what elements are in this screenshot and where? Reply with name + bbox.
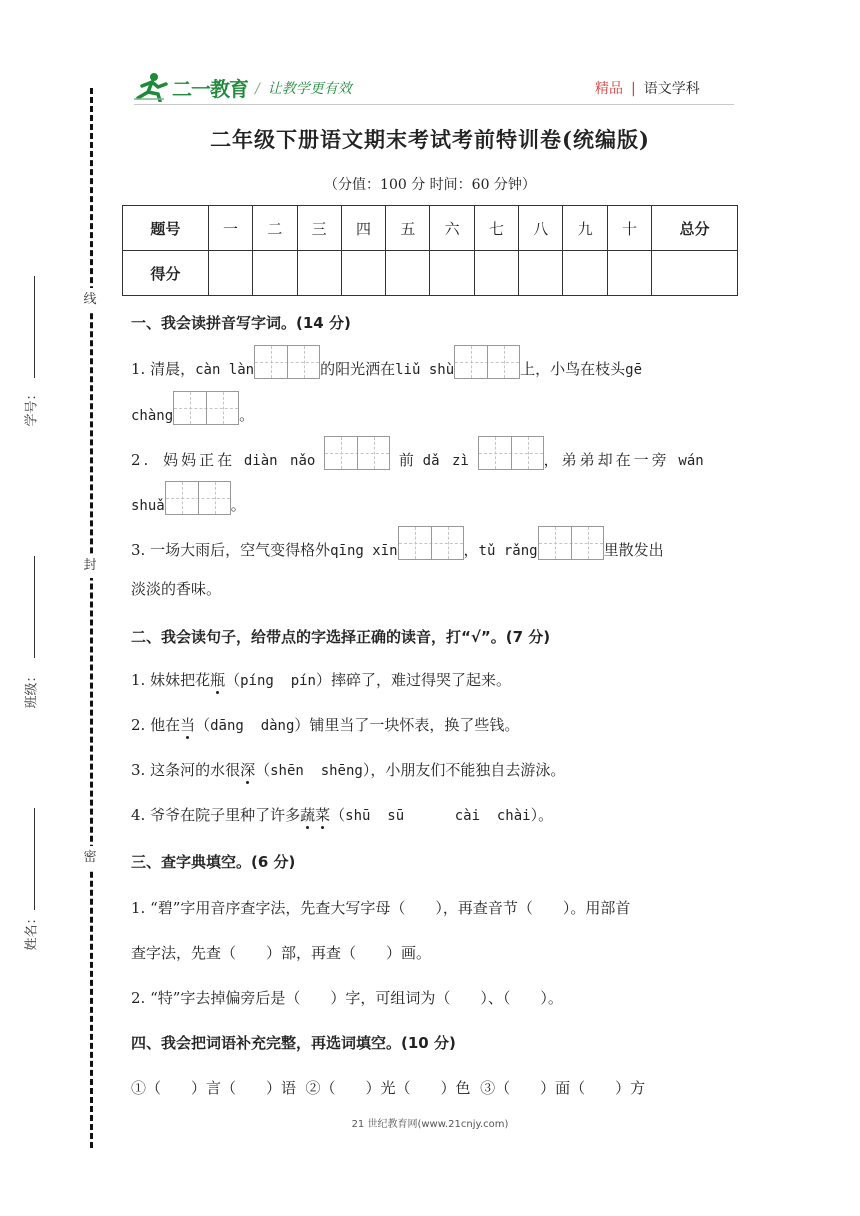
- pinyin-options[interactable]: shēn shēng: [270, 763, 363, 779]
- text: ）铺里当了一块怀表，换了些钱。: [294, 716, 520, 734]
- section-4-heading: 四、我会把词语补充完整，再选词填空。(10 分): [131, 1034, 456, 1052]
- score-input-cell[interactable]: [253, 251, 297, 296]
- writing-grid[interactable]: [165, 481, 231, 515]
- pinyin-options[interactable]: dāng dàng: [210, 718, 295, 734]
- q1-line-3: [131, 436, 704, 470]
- table-cell: 六: [430, 206, 474, 251]
- binding-char-feng: 封: [78, 554, 102, 578]
- text: 3. 这条河的水很: [131, 761, 241, 779]
- score-input-cell[interactable]: [208, 251, 252, 296]
- text: ），小朋友们不能独自去游泳。: [362, 761, 566, 779]
- exam-title: 二年级下册语文期末考试考前特训卷(统编版): [210, 127, 650, 152]
- pinyin-options[interactable]: shū sū cài chài: [345, 808, 531, 824]
- score-input-cell[interactable]: [297, 251, 341, 296]
- table-cell: 总分: [652, 206, 738, 251]
- student-id-label: 学号：: [24, 387, 40, 427]
- text: ）。: [530, 806, 554, 824]
- subject-tag: [595, 78, 700, 98]
- q2-line-1: [131, 669, 511, 690]
- slogan-text: 让教学更有效: [267, 81, 352, 97]
- q1-line-6: 淡淡的香味。: [131, 580, 222, 598]
- subject-label: 语文学科: [643, 81, 700, 97]
- table-cell: 一: [208, 206, 252, 251]
- text: （: [255, 761, 271, 779]
- brand-logo: [134, 70, 248, 104]
- score-input-cell[interactable]: [652, 251, 738, 296]
- score-table-score-row: [123, 251, 738, 296]
- q1-line-5: [131, 526, 664, 560]
- section-1-heading: 一、我会读拼音写字词。(14 分): [131, 314, 351, 332]
- pinyin: chàng: [131, 408, 174, 424]
- text: （: [195, 716, 211, 734]
- text: 。: [230, 496, 246, 514]
- pinyin: wán: [678, 453, 704, 469]
- page-footer: 21 世纪教育网(www.21cnjy.com): [351, 1119, 509, 1130]
- q3-line-3: 2. “特”字去掉偏旁后是（ ）字，可组词为（ ）、（ ）。: [131, 989, 563, 1007]
- writing-grid[interactable]: [173, 391, 239, 425]
- q1-line-4: [131, 481, 246, 515]
- exam-subtitle: （分值：100 分 时间：60 分钟）: [324, 177, 536, 193]
- slogan: [255, 78, 352, 98]
- binding-char-mi: 密: [78, 846, 102, 870]
- binding-line: [90, 88, 93, 1148]
- name-line: [34, 808, 35, 910]
- logo-text: 二一教育: [172, 76, 248, 101]
- text: 前: [398, 451, 414, 469]
- score-table: [122, 205, 738, 296]
- pinyin: diàn nǎo: [243, 453, 316, 469]
- table-cell: 三: [297, 206, 341, 251]
- text: 。: [239, 406, 255, 424]
- writing-grid[interactable]: [454, 345, 520, 379]
- text: 4. 爷爷在院子里种了许多: [131, 806, 301, 824]
- class-line: [34, 556, 35, 658]
- dotted-char: 当: [180, 716, 196, 734]
- binding-char-xian: 线: [78, 288, 102, 312]
- pinyin: càn làn: [195, 362, 255, 378]
- table-cell: 九: [563, 206, 607, 251]
- q2-line-3: [131, 759, 565, 780]
- pinyin: tǔ rǎng: [478, 543, 538, 559]
- score-input-cell[interactable]: [607, 251, 651, 296]
- dotted-char: 深: [240, 761, 256, 779]
- text: 上，小鸟在枝头: [520, 360, 626, 378]
- writing-grid[interactable]: [254, 345, 320, 379]
- q2-line-4: [131, 804, 553, 825]
- dotted-char: 菜: [315, 806, 331, 824]
- name-label: 姓名：: [24, 911, 40, 951]
- text: （: [330, 806, 346, 824]
- score-input-cell[interactable]: [563, 251, 607, 296]
- text: ）摔碎了，难过得哭了起来。: [315, 671, 511, 689]
- dotted-char: 瓶: [210, 671, 226, 689]
- q2-line-2: [131, 714, 519, 735]
- table-cell: 八: [519, 206, 563, 251]
- text: 1. 妹妹把花: [131, 671, 211, 689]
- score-input-cell[interactable]: [386, 251, 430, 296]
- writing-grid[interactable]: [478, 436, 544, 470]
- score-table-header-row: [123, 206, 738, 251]
- pinyin-options[interactable]: píng pín: [240, 673, 316, 689]
- slash-divider: /: [255, 81, 260, 97]
- pinyin: qīng xīn: [330, 543, 398, 559]
- text: 2. 妈妈正在: [131, 451, 236, 469]
- pinyin: gē: [625, 362, 643, 378]
- table-cell: 五: [386, 206, 430, 251]
- writing-grid[interactable]: [538, 526, 604, 560]
- table-cell: 四: [341, 206, 385, 251]
- table-cell: 得分: [123, 251, 209, 296]
- writing-grid[interactable]: [398, 526, 464, 560]
- q4-line-1: ①（ ）言（ ）语 ②（ ）光（ ）色 ③（ ）面（ ）方: [131, 1079, 646, 1097]
- q3-line-1: 1. “碧”字用音序查字法，先查大写字母（ ），再查音节（ ）。用部首: [131, 899, 631, 917]
- pinyin: liǔ shù: [395, 362, 455, 378]
- pinyin: dǎ zì: [422, 453, 469, 469]
- score-input-cell[interactable]: [341, 251, 385, 296]
- text: 3. 一场大雨后，空气变得格外: [131, 541, 331, 559]
- score-input-cell[interactable]: [474, 251, 518, 296]
- table-cell: 题号: [123, 206, 209, 251]
- class-label: 班级：: [24, 669, 40, 709]
- text: 2. 他在: [131, 716, 181, 734]
- runner-icon: [134, 72, 170, 102]
- text: 1. 清晨，: [131, 360, 196, 378]
- pinyin: shuǎ: [131, 498, 165, 514]
- table-cell: 十: [607, 206, 651, 251]
- text: （: [225, 671, 241, 689]
- quality-label: 精品: [595, 81, 623, 97]
- score-input-cell[interactable]: [430, 251, 474, 296]
- writing-grid[interactable]: [324, 436, 390, 470]
- text: ，: [463, 541, 479, 559]
- text: 里散发出: [603, 541, 664, 559]
- q1-line-2: [131, 391, 254, 425]
- student-id-line: [34, 276, 35, 378]
- text: ，弟弟却在一旁: [543, 451, 670, 469]
- section-3-heading: 三、查字典填空。(6 分): [131, 853, 296, 871]
- divider: |: [631, 81, 636, 97]
- header-rule: [134, 104, 734, 105]
- q3-line-2: 查字法，先查（ ）部，再查（ ）画。: [131, 944, 432, 962]
- table-cell: 二: [253, 206, 297, 251]
- text: 的阳光洒在: [320, 360, 396, 378]
- q1-line-1: [131, 345, 642, 379]
- table-cell: 七: [474, 206, 518, 251]
- score-input-cell[interactable]: [519, 251, 563, 296]
- dotted-char: 蔬: [300, 806, 316, 824]
- section-2-heading: 二、我会读句子，给带点的字选择正确的读音，打“√”。(7 分): [131, 628, 551, 646]
